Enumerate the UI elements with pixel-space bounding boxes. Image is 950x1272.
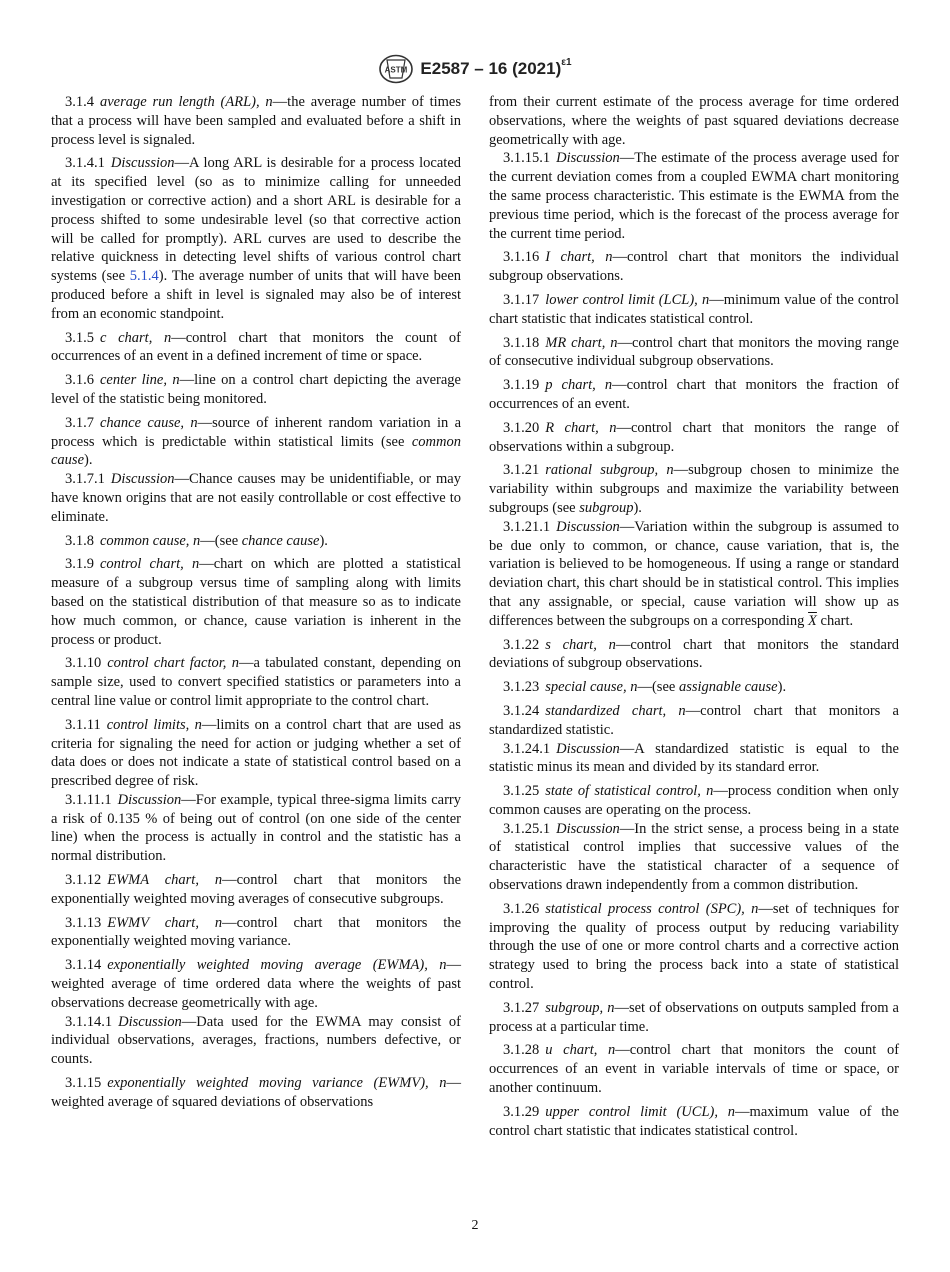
- discussion-3-1-11-1: 3.1.11.1 Discussion—For example, typical three-sigma limits carry a risk of 0.135 % of being out of control (on one side of the center line) when the process is actually in control and the statistic has a normal distribution.: [51, 791, 461, 865]
- x-bar-symbol: $\overline{X}$: [808, 612, 817, 629]
- definition-3-1-10: 3.1.10 control chart factor, n—a tabulated constant, depending on sample size, used to convert specified statistics or parameters into a central line value or control limit appropriate to the control chart.: [51, 655, 461, 709]
- definition-3-1-29: 3.1.29 upper control limit (UCL), n—maximum value of the control chart statistic that indicates statistical control.: [489, 1103, 899, 1139]
- definition-3-1-19: 3.1.19 p chart, n—control chart that monitors the fraction of occurrences of an event.: [489, 377, 900, 412]
- definition-3-1-27: 3.1.27 subgroup, n—set of observations on outputs sampled from a process at a particular time.: [489, 999, 899, 1035]
- discussion-3-1-15-1: 3.1.15.1 Discussion—The estimate of the process average used for the current deviation comes from a coupled EWMA chart monitoring the same process characteristic. This estimate is the EWMA from the previous time period, which is the forecast of the process average for the current time period.: [489, 150, 899, 242]
- discussion-3-1-7-1: 3.1.7.1 Discussion—Chance causes may be unidentifiable, or may have known origins that are not easily controllable or cost effective to eliminate.: [51, 471, 461, 525]
- definition-3-1-18: 3.1.18 MR chart, n—control chart that monitors the moving range of consecutive individual subgroup observations.: [489, 334, 899, 370]
- definition-3-1-28: 3.1.28 u chart, n—control chart that monitors the count of occurrences of an event in variable intervals of time or space, or another continuum.: [489, 1042, 900, 1097]
- discussion-3-1-14-1: 3.1.14.1 Discussion—Data used for the EWMA may consist of individual observations, averages, fractions, numbers defective, or counts.: [51, 1013, 461, 1068]
- discussion-3-1-21-1: 3.1.21.1 Discussion—Variation within the subgroup is assumed to be due only to common, or chance, cause variation, that is, the variation is believed to be homogeneous. If using a range or standard deviation chart, this chart should be in statistical control. This implies that any assignable, or special, cause variation will show up as differences between the subgroups on a corresponding $\overline{X}$ chart.: [489, 518, 899, 629]
- definition-3-1-22: 3.1.22 s chart, n—control chart that monitors the standard deviations of subgroup observations.: [489, 636, 900, 672]
- definition-3-1-13: 3.1.13 EWMV chart, n—control chart that monitors the exponentially weighted moving variance.: [51, 914, 462, 950]
- definition-3-1-14: 3.1.14 exponentially weighted moving average (EWMA), n—weighted average of time ordered data where the weights of past observations decrease geometrically with age.: [51, 957, 462, 1011]
- astm-logo-icon: [378, 54, 414, 84]
- definition-3-1-26: 3.1.26 statistical process control (SPC), n—set of techniques for improving the quality of process output by reducing variability through the use of one or more control charts and a corrective action strategy used to bring the process back into a state of statistical control.: [489, 900, 899, 993]
- page-header: [0, 52, 950, 86]
- definition-3-1-23: 3.1.23 special cause, n—(see assignable cause).: [503, 679, 787, 696]
- epsilon-superscript: ε1: [561, 57, 572, 69]
- definition-3-1-7: 3.1.7 chance cause, n—source of inherent random variation in a process which is predictable within statistical limits (see common cause).: [51, 414, 462, 469]
- discussion-3-1-25-1: 3.1.25.1 Discussion—In the strict sense, a process being in a state of statistical control implies that successive values of the characteristic have the statistical character of a sequence of observations drawn independently from a common distribution.: [489, 820, 899, 894]
- definition-3-1-25: 3.1.25 state of statistical control, n—process condition when only common causes are operating on the process.: [489, 783, 899, 818]
- definition-3-1-8: 3.1.8 common cause, n—(see chance cause).: [65, 532, 328, 549]
- definition-3-1-4: 3.1.4 average run length (ARL), n—the average number of times that a process will have been sampled and evaluated before a shift in process level is signaled.: [51, 94, 462, 148]
- definition-3-1-6: 3.1.6 center line, n—line on a control chart depicting the average level of the statistic being monitored.: [51, 372, 461, 407]
- definition-3-1-17: 3.1.17 lower control limit (LCL), n—minimum value of the control chart statistic that indicates statistical control.: [489, 291, 900, 327]
- logo-text: ASTM: [385, 65, 408, 75]
- definition-3-1-15-continued: from their current estimate of the process average for time ordered observations, where the weights of past squared deviations decrease geometrically with age.: [489, 94, 899, 148]
- definition-3-1-11: 3.1.11 control limits, n—limits on a control chart that are used as criteria for signaling the need for action or judging whether a set of data does or does not indicate a state of statistical control based on a prescribed degree of risk.: [51, 716, 462, 790]
- definition-3-1-15: 3.1.15 exponentially weighted moving variance (EWMV), n—weighted average of squared deviations of observations: [51, 1075, 461, 1110]
- definition-3-1-21: 3.1.21 rational subgroup, n—subgroup chosen to minimize the variability within subgroups and maximize the variability between subgroups (see subgroup).: [489, 462, 899, 516]
- discussion-3-1-24-1: 3.1.24.1 Discussion—A standardized statistic is equal to the statistic minus its mean and divided by its standard error.: [489, 740, 899, 776]
- discussion-3-1-4-1: 3.1.4.1 Discussion—A long ARL is desirable for a process located at its specified level (so as to minimize calling for unneeded investigation or corrective action) and a short ARL is desirable for a process shifted to some undesirable level (so that corrective action will be called for promptly). ARL curves are used to describe the relative quickness in detecting level shifts of various control chart systems (see 5.1.4). The average number of units that will have been produced before a shift in level is signaled may also be of interest from an economic standpoint.: [51, 155, 462, 322]
- definition-3-1-16: 3.1.16 I chart, n—control chart that monitors the individual subgroup observations.: [489, 249, 899, 285]
- document-designation: E2587 – 16 $(2021)^{\varepsilon 1}$: [420, 57, 572, 78]
- definition-3-1-20: 3.1.20 R chart, n—control chart that monitors the range of observations within a subgroup.: [489, 419, 900, 455]
- left-column: [51, 93, 461, 1117]
- right-column: [489, 93, 899, 1145]
- page-number: 2: [471, 1218, 479, 1233]
- section-link-5-1-4[interactable]: 5.1.4: [129, 268, 159, 285]
- definition-3-1-24: 3.1.24 standardized chart, n—control chart that monitors a standardized statistic.: [489, 702, 899, 738]
- definition-3-1-12: 3.1.12 EWMA chart, n—control chart that monitors the exponentially weighted moving averages of consecutive subgroups.: [51, 872, 462, 907]
- definition-3-1-5: 3.1.5 c chart, n—control chart that monitors the count of occurrences of an event in a defined increment of time or space.: [51, 329, 462, 365]
- definition-3-1-9: 3.1.9 control chart, n—chart on which are plotted a statistical measure of a subgroup versus time of sampling along with limits based on the statistical distribution of that measure so as to indicate how much common, or chance, cause variation is inherent in the process or product.: [51, 556, 461, 648]
